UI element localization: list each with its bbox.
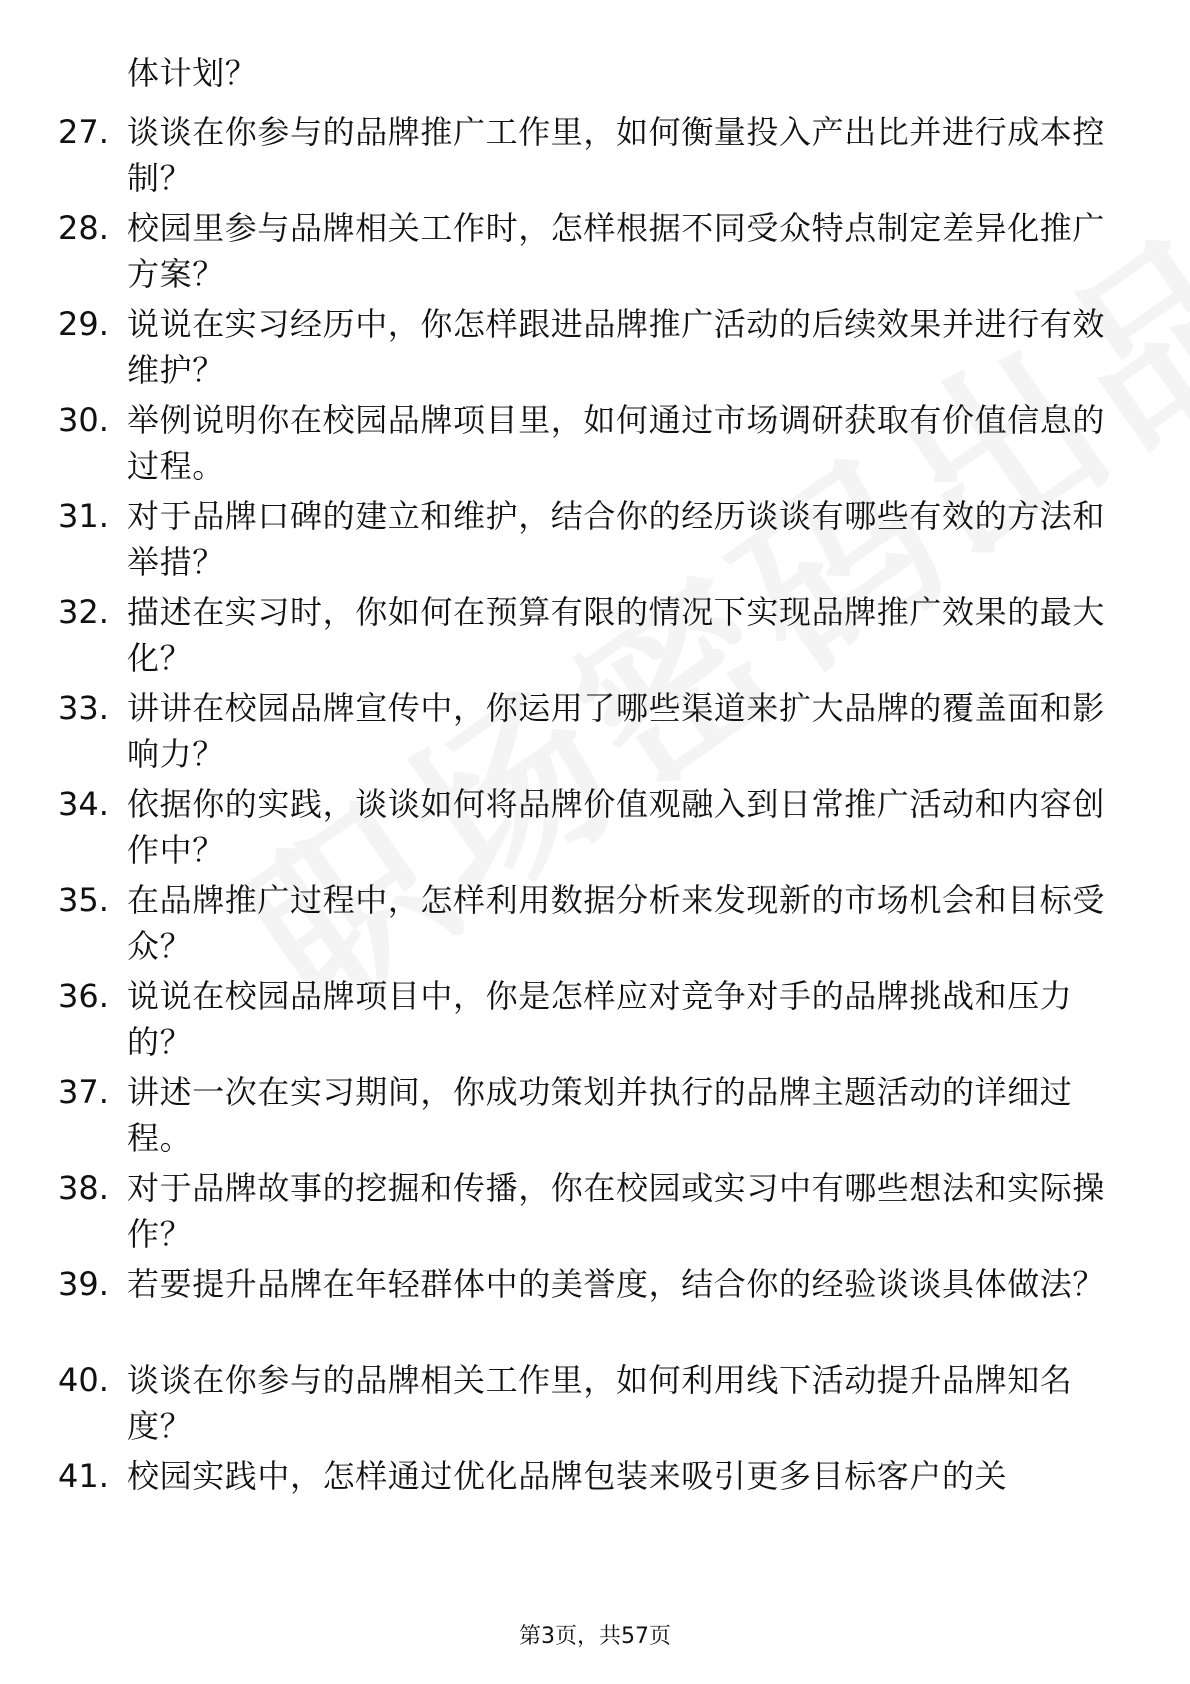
question-text: 依据你的实践，谈谈如何将品牌价值观融入到日常推广活动和内容创作中？ [127, 785, 1106, 869]
list-item [0, 877, 1190, 977]
page-footer: 第3页，共57页 [519, 1624, 671, 1649]
question-text: 说说在实习经历中，你怎样跟进品牌推广活动的后续效果并进行有效维护？ [127, 305, 1106, 389]
list-item [0, 589, 1190, 689]
question-text: 若要提升品牌在年轻群体中的美誉度，结合你的经验谈谈具体做法？ [127, 1265, 1106, 1303]
question-number: 29. [58, 305, 109, 343]
list-item [0, 685, 1190, 785]
list-item [0, 1165, 1190, 1265]
question-number: 36. [58, 977, 109, 1015]
question-text: 描述在实习时，你如何在预算有限的情况下实现品牌推广效果的最大化？ [127, 593, 1106, 677]
list-item [0, 397, 1190, 497]
question-number: 33. [58, 689, 109, 727]
list-item [0, 1261, 1190, 1361]
question-number: 27. [58, 113, 109, 151]
question-number: 41. [58, 1457, 109, 1495]
question-number: 39. [58, 1265, 109, 1303]
question-number: 34. [58, 785, 109, 823]
question-text: 在品牌推广过程中，怎样利用数据分析来发现新的市场机会和目标受众？ [127, 881, 1106, 965]
question-text: 对于品牌故事的挖掘和传播，你在校园或实习中有哪些想法和实际操作？ [127, 1169, 1106, 1253]
question-number: 35. [58, 881, 109, 919]
question-text: 校园实践中，怎样通过优化品牌包装来吸引更多目标客户的关 [127, 1457, 1008, 1495]
list-item [0, 1069, 1190, 1169]
question-text: 说说在校园品牌项目中，你是怎样应对竞争对手的品牌挑战和压力的？ [127, 977, 1073, 1061]
question-number: 30. [58, 401, 109, 439]
question-text: 谈谈在你参与的品牌相关工作里，如何利用线下活动提升品牌知名度？ [127, 1361, 1073, 1445]
question-text: 讲述一次在实习期间，你成功策划并执行的品牌主题活动的详细过程。 [127, 1073, 1073, 1157]
list-item [0, 973, 1190, 1073]
question-text: 对于品牌口碑的建立和维护，结合你的经历谈谈有哪些有效的方法和举措？ [127, 497, 1106, 581]
list-item [0, 493, 1190, 593]
question-text: 举例说明你在校园品牌项目里，如何通过市场调研获取有价值信息的过程。 [127, 401, 1106, 485]
list-item [0, 1357, 1190, 1457]
question-number: 38. [58, 1169, 109, 1207]
question-number: 28. [58, 209, 109, 247]
question-number: 37. [58, 1073, 109, 1111]
question-text: 讲讲在校园品牌宣传中，你运用了哪些渠道来扩大品牌的覆盖面和影响力？ [127, 689, 1106, 773]
list-item [0, 301, 1190, 401]
continuation-text: 体计划？ [127, 54, 258, 92]
question-text: 谈谈在你参与的品牌推广工作里，如何衡量投入产出比并进行成本控制？ [127, 113, 1106, 197]
list-item [0, 781, 1190, 881]
question-text: 校园里参与品牌相关工作时，怎样根据不同受众特点制定差异化推广方案？ [127, 209, 1106, 293]
question-number: 32. [58, 593, 109, 631]
list-item [0, 109, 1190, 209]
question-number: 31. [58, 497, 109, 535]
list-item [0, 205, 1190, 305]
question-number: 40. [58, 1361, 109, 1399]
list-item [0, 1453, 1190, 1553]
